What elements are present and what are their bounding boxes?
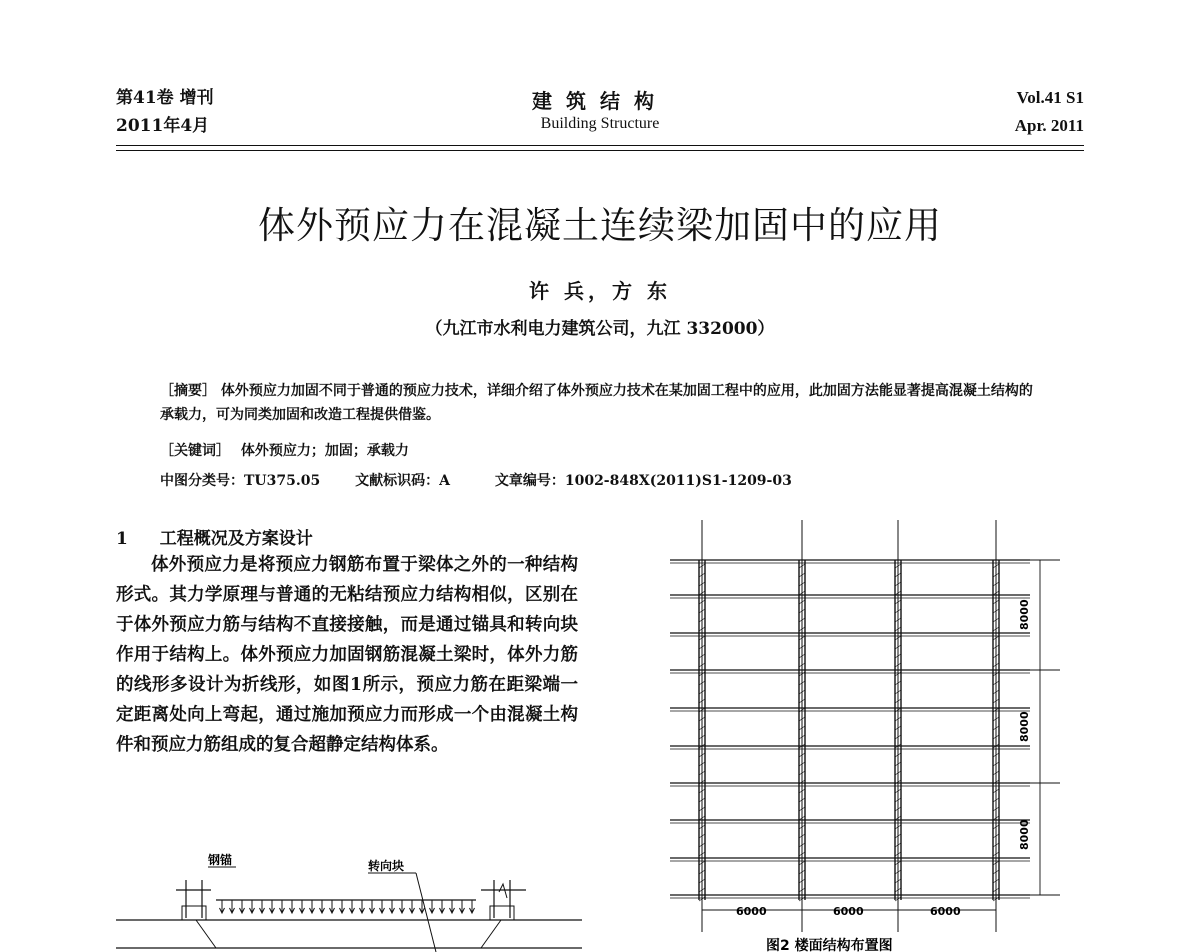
figure2-span-x-3: 6000 xyxy=(930,905,961,918)
journal-date: 2011年4月 xyxy=(116,116,210,136)
figure2-span-x-1: 6000 xyxy=(736,905,767,918)
figure2-span-y-1: 8000 xyxy=(1018,599,1031,630)
figure1-label-deviator: 转向块 xyxy=(368,859,405,873)
figure2-span-y-3: 8000 xyxy=(1018,819,1031,850)
journal-date-en: Apr. 2011 xyxy=(1014,116,1084,135)
paper-affiliation: （九江市水利电力建筑公司，九江 332000） xyxy=(425,319,775,339)
header-rule-top xyxy=(116,145,1084,146)
clc-label: 中图分类号： xyxy=(160,473,244,489)
journal-name-en: Building Structure xyxy=(540,115,660,132)
abstract-label: ［摘要］ xyxy=(160,383,216,399)
figure2-span-x-2: 6000 xyxy=(833,905,864,918)
journal-name-cn: 建筑结构 xyxy=(532,89,668,113)
abstract-text: 体外预应力加固不同于普通的预应力技术，详细介绍了体外预应力技术在某加固工程中的应用，此加固方法能显著提高混凝土结构的承载力，可为同类加固和改造工程提供借鉴。 xyxy=(160,383,1033,423)
keywords-text: 体外预应力；加固；承载力 xyxy=(240,443,409,459)
journal-volume-issue: 第41卷 增刊 xyxy=(116,88,214,108)
figure2-caption: 图2 楼面结构布置图 xyxy=(766,938,893,952)
paper-title: 体外预应力在混凝土连续梁加固中的应用 xyxy=(258,204,942,247)
abstract xyxy=(160,379,1045,427)
section-body xyxy=(116,550,578,760)
figure2-floor-plan xyxy=(640,520,1080,952)
header-rule-bottom xyxy=(116,150,1084,151)
journal-volume-en: Vol.41 S1 xyxy=(1016,88,1084,107)
doc-code-label: 文献标识码： xyxy=(355,473,440,489)
section-number: 1 xyxy=(116,529,128,549)
section-title: 工程概况及方案设计 xyxy=(159,529,313,549)
article-id-label: 文章编号： xyxy=(494,473,565,489)
clc-value: TU375.05 xyxy=(244,473,321,489)
body-paragraph: 体外预应力是将预应力钢筋布置于梁体之外的一种结构形式。其力学原理与普通的无粘结预应力结构相似，区别在于体外预应力筋与结构不直接接触，而是通过锚具和转向块作用于结构上。体外预应力加固钢筋混凝土梁时，体外力筋的线形多设计为折线形，如图1所示，预应力筋在距梁端一定距离处向上弯起，通过施加预应力而形成一个由混凝土构件和预应力筋组成的复合超静定结构体系。 xyxy=(116,555,578,755)
paper-authors: 许 兵，方 东 xyxy=(529,279,671,303)
keywords xyxy=(160,439,1045,463)
section-heading xyxy=(116,524,313,549)
classification-line xyxy=(160,469,1060,493)
article-id-value: 1002-848X(2011)S1-1209-03 xyxy=(564,473,792,489)
figure1-diagram xyxy=(116,848,582,952)
figure2-span-y-2: 8000 xyxy=(1018,711,1031,742)
figure1-label-anchor: 钢锚 xyxy=(208,853,233,867)
doc-code-value: A xyxy=(439,473,450,489)
keywords-label: ［关键词］ xyxy=(160,443,230,459)
